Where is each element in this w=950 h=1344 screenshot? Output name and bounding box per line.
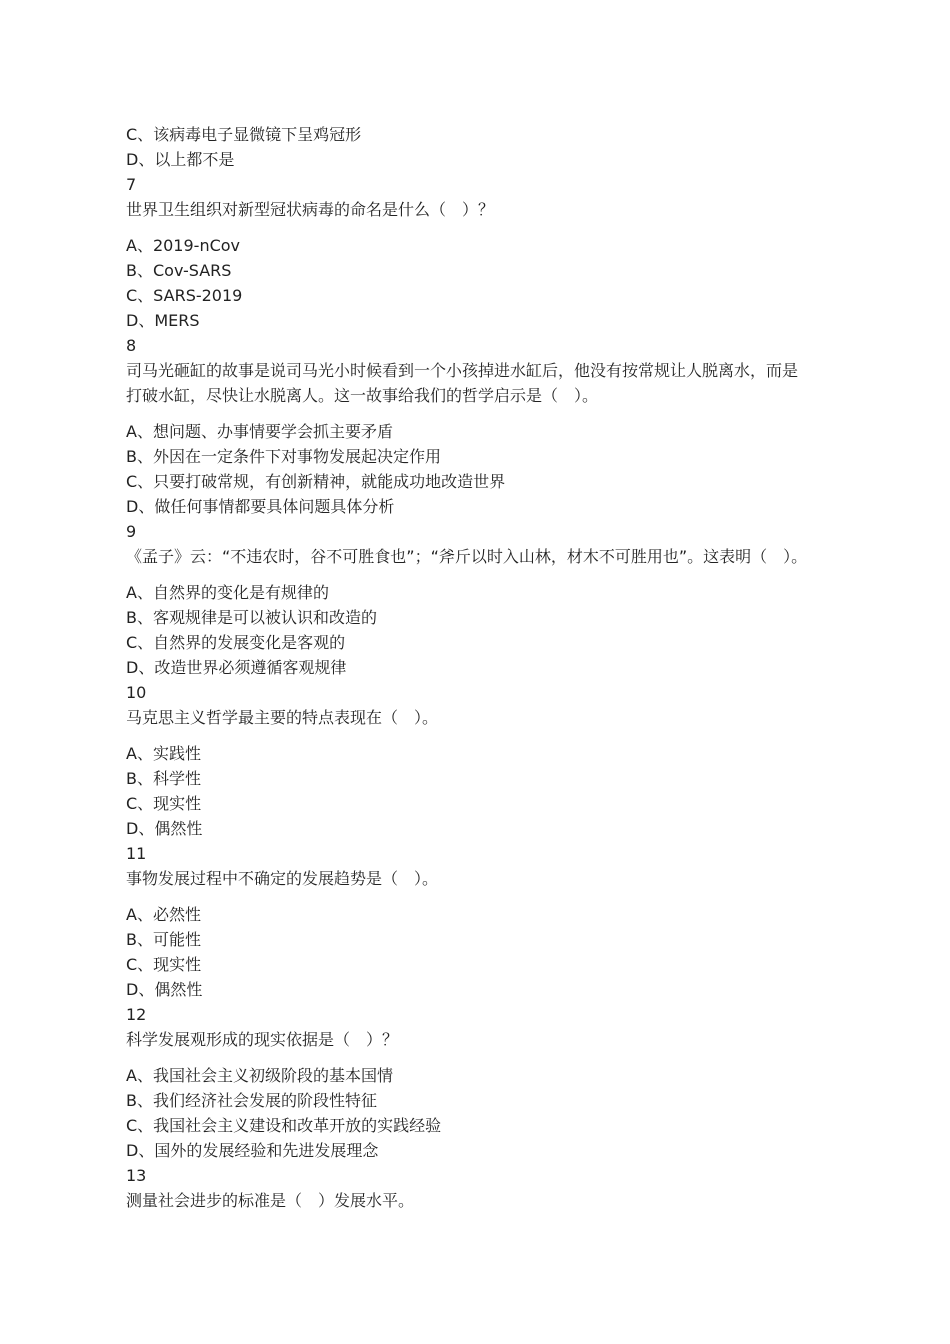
question-number: 7 <box>126 175 137 194</box>
option: C、SARS-2019 <box>126 286 243 305</box>
question-number: 11 <box>126 844 147 863</box>
question-stem <box>126 1027 836 1052</box>
stem-line: 司马光砸缸的故事是说司马光小时候看到一个小孩掉进水缸后，他没有按常规让人脱离水，而是 <box>126 361 799 380</box>
question-stem <box>126 1188 836 1213</box>
option: D、偶然性 <box>126 980 203 999</box>
question-number: 9 <box>126 522 137 541</box>
option: A、想问题、办事情要学会抓主要矛盾 <box>126 422 393 441</box>
option: B、客观规律是可以被认识和改造的 <box>126 608 377 627</box>
stem-line: 《孟子》云：“不违农时，谷不可胜食也”；“斧斤以时入山林，材木不可胜用也”。这表明（ ）。 <box>126 547 808 566</box>
option: C、现实性 <box>126 794 202 813</box>
option: C、现实性 <box>126 955 202 974</box>
question-13 <box>126 1163 836 1213</box>
option: A、实践性 <box>126 744 201 763</box>
option: B、科学性 <box>126 769 201 788</box>
option: C、只要打破常规，有创新精神，就能成功地改造世界 <box>126 472 506 491</box>
question-stem <box>126 866 836 891</box>
option: B、外因在一定条件下对事物发展起决定作用 <box>126 447 441 466</box>
question-stem <box>126 705 836 730</box>
document-page <box>126 122 836 1224</box>
question-12 <box>126 1002 836 1163</box>
option: A、自然界的变化是有规律的 <box>126 583 329 602</box>
stem-line: 测量社会进步的标准是（ ）发展水平。 <box>126 1191 415 1210</box>
question-stem <box>126 358 836 408</box>
question-number: 13 <box>126 1166 147 1185</box>
option: C、该病毒电子显微镜下呈鸡冠形 <box>126 125 362 144</box>
stem-line: 事物发展过程中不确定的发展趋势是（ ）。 <box>126 869 439 888</box>
option: C、我国社会主义建设和改革开放的实践经验 <box>126 1116 442 1135</box>
option: D、偶然性 <box>126 819 203 838</box>
leading-options <box>126 122 836 172</box>
option: C、自然界的发展变化是客观的 <box>126 633 346 652</box>
option: A、我国社会主义初级阶段的基本国情 <box>126 1066 393 1085</box>
option: B、可能性 <box>126 930 201 949</box>
stem-line: 打破水缸，尽快让水脱离人。这一故事给我们的哲学启示是（ ）。 <box>126 386 599 405</box>
option: D、MERS <box>126 311 200 330</box>
stem-line: 世界卫生组织对新型冠状病毒的命名是什么（ ）？ <box>126 200 495 219</box>
stem-line: 科学发展观形成的现实依据是（ ）？ <box>126 1030 399 1049</box>
option: D、以上都不是 <box>126 150 235 169</box>
option: B、我们经济社会发展的阶段性特征 <box>126 1091 377 1110</box>
option: D、改造世界必须遵循客观规律 <box>126 658 347 677</box>
option: A、必然性 <box>126 905 201 924</box>
question-stem <box>126 197 836 222</box>
question-9 <box>126 519 836 680</box>
option: A、2019-nCov <box>126 236 241 255</box>
question-stem <box>126 544 836 569</box>
stem-line: 马克思主义哲学最主要的特点表现在（ ）。 <box>126 708 439 727</box>
question-number: 10 <box>126 683 147 702</box>
question-number: 12 <box>126 1005 147 1024</box>
option: D、国外的发展经验和先进发展理念 <box>126 1141 379 1160</box>
question-10 <box>126 680 836 841</box>
question-11 <box>126 841 836 1002</box>
question-7 <box>126 172 836 333</box>
option: D、做任何事情都要具体问题具体分析 <box>126 497 395 516</box>
question-number: 8 <box>126 336 137 355</box>
question-8 <box>126 333 836 519</box>
option: B、Cov-SARS <box>126 261 232 280</box>
